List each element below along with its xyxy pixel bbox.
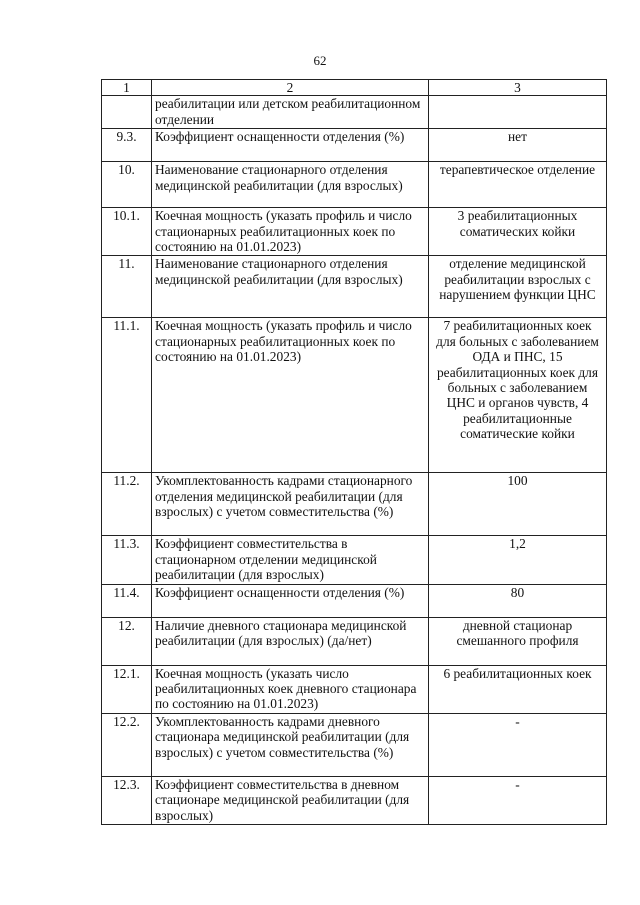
row-description: Коэффициент оснащенности отделения (%) <box>152 129 429 162</box>
row-number: 12.3. <box>102 776 152 824</box>
row-value <box>429 96 607 129</box>
table-row <box>102 96 607 129</box>
page-number: 62 <box>313 53 327 68</box>
table-row <box>102 129 607 162</box>
table-row <box>102 584 607 617</box>
row-description: Наличие дневного стационара медицинской реабилитации (для взрослых) (да/нет) <box>152 617 429 665</box>
row-number: 10. <box>102 162 152 208</box>
table-row <box>102 162 607 208</box>
row-value: 100 <box>429 473 607 536</box>
row-description: Наименование стационарного отделения медицинской реабилитации (для взрослых) <box>152 162 429 208</box>
row-value: нет <box>429 129 607 162</box>
row-number: 11.1. <box>102 318 152 473</box>
column-header: 1 <box>102 80 152 96</box>
row-value: 6 реабилитационных коек <box>429 665 607 713</box>
table-row <box>102 208 607 256</box>
row-value: 7 реабилитационных коек для больных с заболеванием ОДА и ПНС, 15 реабилитационных коек для больных с заболеванием ЦНС и органов чувств, 4 реабилитационные соматические койки <box>429 318 607 473</box>
row-number: 11. <box>102 256 152 318</box>
row-description: Коечная мощность (указать профиль и число стационарных реабилитационных коек по состоянию на 01.01.2023) <box>152 208 429 256</box>
row-value: дневной стационар смешанного профиля <box>429 617 607 665</box>
row-value: 80 <box>429 584 607 617</box>
row-number: 11.4. <box>102 584 152 617</box>
row-description: реабилитации или детском реабилитационном отделении <box>152 96 429 129</box>
table-row <box>102 713 607 776</box>
column-header: 2 <box>152 80 429 96</box>
column-header: 3 <box>429 80 607 96</box>
row-description: Коэффициент оснащенности отделения (%) <box>152 584 429 617</box>
row-value: терапевтическое отделение <box>429 162 607 208</box>
row-value: отделение медицинской реабилитации взрослых с нарушением функции ЦНС <box>429 256 607 318</box>
row-description: Коэффициент совместительства в стационарном отделении медицинской реабилитации (для взрослых) <box>152 536 429 584</box>
row-number: 12.1. <box>102 665 152 713</box>
data-table <box>101 79 607 825</box>
row-number: 10.1. <box>102 208 152 256</box>
row-description: Коэффициент совместительства в дневном стационаре медицинской реабилитации (для взрослых) <box>152 776 429 824</box>
row-value: - <box>429 713 607 776</box>
row-number <box>102 96 152 129</box>
table-row <box>102 536 607 584</box>
table-row <box>102 665 607 713</box>
row-number: 12. <box>102 617 152 665</box>
row-value: - <box>429 776 607 824</box>
row-value: 3 реабилитационных соматических койки <box>429 208 607 256</box>
row-description: Укомплектованность кадрами стационарного отделения медицинской реабилитации (для взрослых) с учетом совместительства (%) <box>152 473 429 536</box>
row-description: Наименование стационарного отделения медицинской реабилитации (для взрослых) <box>152 256 429 318</box>
row-description: Укомплектованность кадрами дневного стационара медицинской реабилитации (для взрослых) с учетом совместительства (%) <box>152 713 429 776</box>
row-number: 12.2. <box>102 713 152 776</box>
table-header-row <box>102 80 607 96</box>
row-value: 1,2 <box>429 536 607 584</box>
row-description: Коечная мощность (указать профиль и число стационарных реабилитационных коек по состоянию на 01.01.2023) <box>152 318 429 473</box>
table-row <box>102 256 607 318</box>
table-row <box>102 318 607 473</box>
row-description: Коечная мощность (указать число реабилитационных коек дневного стационара по состоянию на 01.01.2023) <box>152 665 429 713</box>
table-row <box>102 776 607 824</box>
table-row <box>102 473 607 536</box>
row-number: 9.3. <box>102 129 152 162</box>
row-number: 11.3. <box>102 536 152 584</box>
table-row <box>102 617 607 665</box>
row-number: 11.2. <box>102 473 152 536</box>
